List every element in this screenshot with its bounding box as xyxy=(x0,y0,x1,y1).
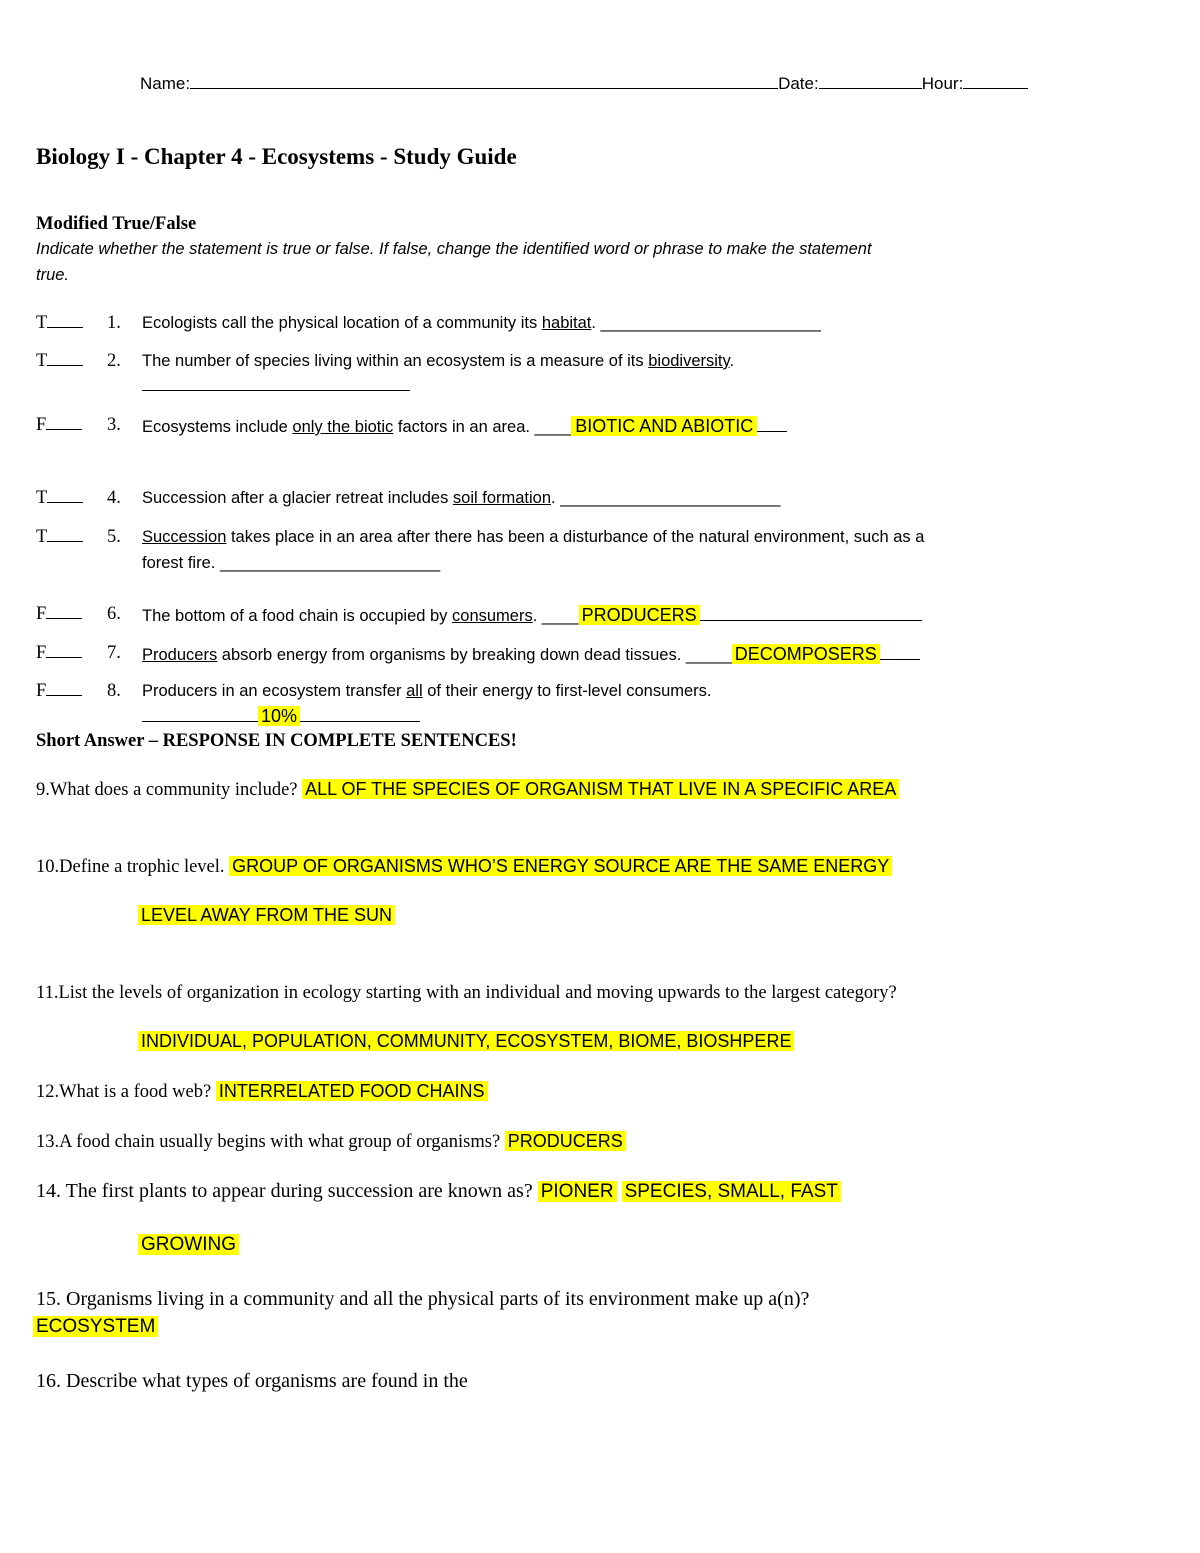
tf-answer: T xyxy=(36,527,48,547)
statement-text: absorb energy from organisms by breaking down dead tissues. _____ xyxy=(217,646,732,664)
answer-text: PRODUCERS xyxy=(505,1131,626,1151)
correction-blank[interactable] xyxy=(142,389,410,391)
answer-blank xyxy=(700,619,922,621)
identified-word: consumers xyxy=(452,607,533,625)
sa-q10-cont xyxy=(138,905,395,927)
tf-item-3 xyxy=(36,415,82,436)
question-text: 12.What is a food web? xyxy=(36,1082,216,1102)
answer-blank xyxy=(757,430,787,432)
tf-instructions-1: Indicate whether the statement is true or false. If false, change the identified word or phrase to make the statement xyxy=(36,240,872,258)
answer-blank xyxy=(47,364,83,366)
tf-num: 4. xyxy=(107,488,121,508)
answer-text: INTERRELATED FOOD CHAINS xyxy=(216,1081,488,1101)
answer-text: GROWING xyxy=(138,1234,239,1255)
statement-text: Succession after a glacier retreat includes xyxy=(142,489,453,507)
answer-blank xyxy=(46,656,82,658)
tf-num: 7. xyxy=(107,643,121,663)
question-text: 9.What does a community include? xyxy=(36,780,303,800)
tf-item-8-correction xyxy=(142,706,420,727)
tf-answer: T xyxy=(36,488,48,508)
sa-q14-cont xyxy=(138,1234,239,1256)
identified-word: Succession xyxy=(142,528,227,546)
tf-item-2 xyxy=(36,351,83,372)
answer-text: SPECIES, SMALL, FAST xyxy=(622,1181,841,1202)
correction-answer: PRODUCERS xyxy=(579,605,700,625)
tf-item-4 xyxy=(36,488,83,509)
sa-q9 xyxy=(36,779,899,801)
answer-blank xyxy=(47,540,83,542)
answer-text: ALL OF THE SPECIES OF ORGANISM THAT LIVE IN A SPECIFIC AREA xyxy=(302,779,899,799)
sa-q11: 11.List the levels of organization in ecology starting with an individual and moving upwards to the largest category? xyxy=(36,983,897,1003)
statement-text: . xyxy=(729,352,735,370)
answer-blank xyxy=(46,617,82,619)
statement-text: factors in an area. ____ xyxy=(393,418,572,436)
tf-item-5 xyxy=(36,527,83,548)
tf-item-8 xyxy=(36,681,82,702)
name-field[interactable] xyxy=(190,87,778,89)
hour-label: Hour: xyxy=(921,74,964,93)
statement-text: . ________________________ xyxy=(551,489,781,507)
tf-statement xyxy=(142,489,780,508)
tf-statement xyxy=(142,682,712,701)
tf-statement xyxy=(142,605,922,626)
sa-q15-answer xyxy=(33,1316,158,1338)
identified-word: Producers xyxy=(142,646,218,664)
tf-answer: T xyxy=(36,313,48,333)
header-line xyxy=(140,74,1028,94)
question-text: 13.A food chain usually begins with what group of organisms? xyxy=(36,1132,505,1152)
answer-blank xyxy=(47,501,83,503)
tf-statement xyxy=(142,352,734,371)
sa-q16: 16. Describe what types of organisms are found in the xyxy=(36,1370,468,1392)
tf-answer: F xyxy=(36,604,47,624)
statement-text: Ecologists call the physical location of a community its xyxy=(142,314,542,332)
statement-text: Producers in an ecosystem transfer xyxy=(142,682,407,700)
tf-num: 5. xyxy=(107,527,121,547)
answer-text: ECOSYSTEM xyxy=(33,1316,158,1337)
answer-blank xyxy=(880,658,920,660)
tf-statement xyxy=(142,528,924,547)
tf-statement xyxy=(142,644,920,665)
statement-text: . ________________________ xyxy=(591,314,821,332)
statement-text: The bottom of a food chain is occupied by xyxy=(142,607,453,625)
tf-answer: F xyxy=(36,681,47,701)
answer-blank xyxy=(47,326,83,328)
page-title: Biology I - Chapter 4 - Ecosystems - Study Guide xyxy=(36,144,517,169)
sa-q15: 15. Organisms living in a community and all the physical parts of its environment make up a(n)? xyxy=(36,1288,810,1310)
answer-blank xyxy=(300,720,420,722)
statement-text: of their energy to first-level consumers. xyxy=(422,682,712,700)
answer-blank xyxy=(46,428,82,430)
sa-q13 xyxy=(36,1131,626,1153)
identified-word: all xyxy=(406,682,423,700)
tf-answer: F xyxy=(36,415,47,435)
tf-item-6 xyxy=(36,604,82,625)
identified-word: habitat xyxy=(541,314,592,332)
sa-q14 xyxy=(36,1180,841,1203)
tf-answer: F xyxy=(36,643,47,663)
tf-instructions-2: true. xyxy=(36,266,70,284)
tf-item-7 xyxy=(36,643,82,664)
statement-text: takes place in an area after there has been a disturbance of the natural environment, such as a xyxy=(226,528,925,546)
tf-heading: Modified True/False xyxy=(36,214,197,234)
statement-text: . ____ xyxy=(532,607,579,625)
question-text: 10.Define a trophic level. xyxy=(36,857,230,877)
answer-blank xyxy=(46,694,82,696)
sa-q11-answer xyxy=(138,1031,794,1053)
tf-num: 8. xyxy=(107,681,121,701)
identified-word: biodiversity xyxy=(648,352,730,370)
tf-num: 3. xyxy=(107,415,121,435)
tf-answer: T xyxy=(36,351,48,371)
tf-statement-cont: forest fire. ________________________ xyxy=(142,554,441,572)
answer-blank xyxy=(142,720,258,722)
tf-item-1 xyxy=(36,313,83,334)
tf-num: 1. xyxy=(107,313,121,333)
identified-word: only the biotic xyxy=(292,418,394,436)
sa-heading: Short Answer – RESPONSE IN COMPLETE SENTENCES! xyxy=(36,731,517,751)
date-field[interactable] xyxy=(819,87,922,89)
tf-statement xyxy=(142,416,787,437)
tf-statement xyxy=(142,314,821,333)
sa-q10 xyxy=(36,856,892,878)
tf-num: 2. xyxy=(107,351,121,371)
answer-text: PIONER xyxy=(538,1181,617,1202)
name-label: Name: xyxy=(140,74,191,93)
answer-text: GROUP OF ORGANISMS WHO’S ENERGY SOURCE ARE THE SAME ENERGY xyxy=(229,856,892,876)
sa-q12 xyxy=(36,1081,488,1103)
correction-answer: 10% xyxy=(258,706,300,726)
date-label: Date: xyxy=(778,74,819,93)
correction-answer: BIOTIC AND ABIOTIC xyxy=(571,416,757,436)
statement-text: The number of species living within an ecosystem is a measure of its xyxy=(142,352,649,370)
hour-field[interactable] xyxy=(963,87,1028,89)
answer-text: LEVEL AWAY FROM THE SUN xyxy=(138,905,395,925)
tf-num: 6. xyxy=(107,604,121,624)
statement-text: Ecosystems include xyxy=(142,418,293,436)
question-text: 14. The first plants to appear during succession are known as? xyxy=(36,1180,538,1202)
answer-text: INDIVIDUAL, POPULATION, COMMUNITY, ECOSYSTEM, BIOME, BIOSHPERE xyxy=(138,1031,794,1051)
identified-word: soil formation xyxy=(452,489,552,507)
correction-answer: DECOMPOSERS xyxy=(732,644,880,664)
